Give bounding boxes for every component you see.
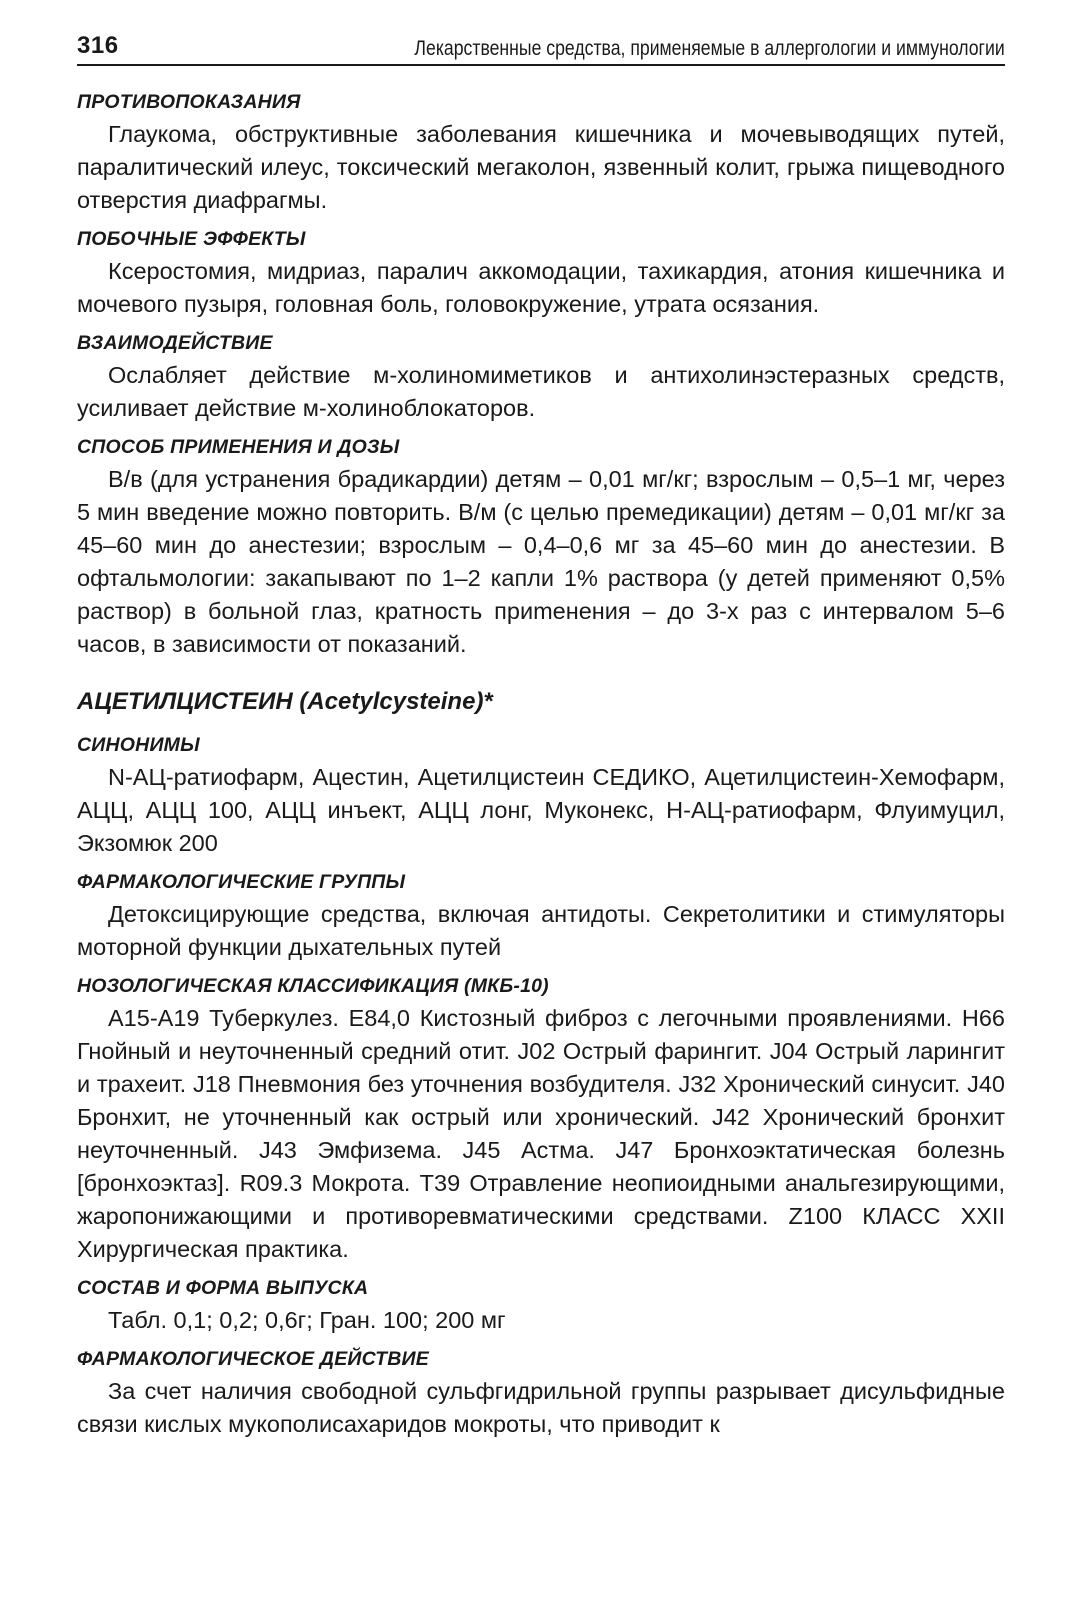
section-composition xyxy=(77,1274,1005,1337)
drug-title: АЦЕТИЛЦИСТЕИН (Acetylcysteine)* xyxy=(77,688,493,715)
section-heading: СПОСОБ ПРИМЕНЕНИЯ И ДОЗЫ xyxy=(77,436,400,458)
running-title: Лекарственные средства, применяемые в аллергологии и иммунологии xyxy=(414,37,1005,60)
section-heading: ПРОТИВОПОКАЗАНИЯ xyxy=(77,91,301,113)
section-heading: ВЗАИМОДЕЙСТВИЕ xyxy=(77,332,273,354)
section-pharmacological-action xyxy=(77,1345,1005,1441)
section-pharmacological-groups xyxy=(77,868,1005,964)
section-body: Глаукома, обструктивные заболевания кишечника и мочевыводящих путей, паралитический илеус, токсический мегаколон, язвенный колит, грыжа пищеводного отверстия диафрагмы. xyxy=(77,121,1005,213)
section-heading: ФАРМАКОЛОГИЧЕСКОЕ ДЕЙСТВИЕ xyxy=(77,1348,429,1370)
section-contraindications xyxy=(77,88,1005,217)
section-body: N-АЦ-ратиофарм, Ацестин, Ацетилцистеин СЕДИКО, Ацетилцистеин-Хемофарм, АЦЦ, АЦЦ 100, АЦЦ инъект, АЦЦ лонг, Муконекс, Н-АЦ-ратиофарм, Флуимуцил, Экзомюк 200 xyxy=(77,764,1005,856)
section-body: A15-A19 Туберкулез. E84,0 Кистозный фиброз с легочными проявлениями. H66 Гнойный и неуточненный средний отит. J02 Острый фарингит. J04 Острый ларингит и трахеит. J18 Пневмония без уточнения возбудителя. J32 Хронический синусит. J40 Бронхит, не уточненный как острый или хронический. J42 Хронический бронхит неуточненный. J43 Эмфизема. J45 Астма. J47 Бронхоэктатическая болезнь [бронхоэктаз]. R09.3 Мокрота. T39 Отравление неопиоидными анальгезирующими, жаропонижающими и противоревматическими средствами. Z100 КЛАСС XXII Хирургическая практика. xyxy=(77,1005,1005,1262)
section-heading: ПОБОЧНЫЕ ЭФФЕКТЫ xyxy=(77,228,306,250)
section-side-effects xyxy=(77,225,1005,321)
section-heading: СОСТАВ И ФОРМА ВЫПУСКА xyxy=(77,1277,369,1299)
section-heading: ФАРМАКОЛОГИЧЕСКИЕ ГРУППЫ xyxy=(77,871,406,893)
section-heading: СИНОНИМЫ xyxy=(77,734,200,756)
section-body: Детоксицирующие средства, включая антидоты. Секретолитики и стимуляторы моторной функции дыхательных путей xyxy=(77,901,1005,960)
page-number: 316 xyxy=(77,32,119,59)
section-body: Ксеростомия, мидриаз, паралич аккомодации, тахикардия, атония кишечника и мочевого пузыря, головная боль, головокружение, утрата осязания. xyxy=(77,258,1005,317)
section-body: За счет наличия свободной сульфгидрильной группы разрывает дисульфидные связи кислых мукополисахаридов мокроты, что приводит к xyxy=(77,1378,1005,1437)
section-nosological-classification xyxy=(77,972,1005,1266)
section-body: Табл. 0,1; 0,2; 0,6г; Гран. 100; 200 мг xyxy=(108,1307,506,1333)
section-synonyms xyxy=(77,731,1005,860)
section-dosage xyxy=(77,433,1005,661)
section-body: В/в (для устранения брадикардии) детям – 0,01 мг/кг; взрослым – 0,5–1 мг, через 5 мин введение можно повторить. В/м (с целью премедикации) детям – 0,01 мг/кг за 45–60 мин до анестезии; взрослым – 0,4–0,6 мг за 45–60 мин до анестезии. В офтальмологии: закапывают по 1–2 капли 1% раствора (у детей применяют 0,5% раствор) в больной глаз, кратность приmенения – до 3-х раз с интервалом 5–6 часов, в зависимости от показаний. xyxy=(77,466,1005,657)
section-interaction xyxy=(77,329,1005,425)
section-body: Ослабляет действие м-холиномиметиков и антихолинэстеразных средств, усиливает действие м-холиноблокаторов. xyxy=(77,362,1005,421)
running-header xyxy=(77,30,1005,66)
section-heading: НОЗОЛОГИЧЕСКАЯ КЛАССИФИКАЦИЯ (МКБ-10) xyxy=(77,975,549,997)
